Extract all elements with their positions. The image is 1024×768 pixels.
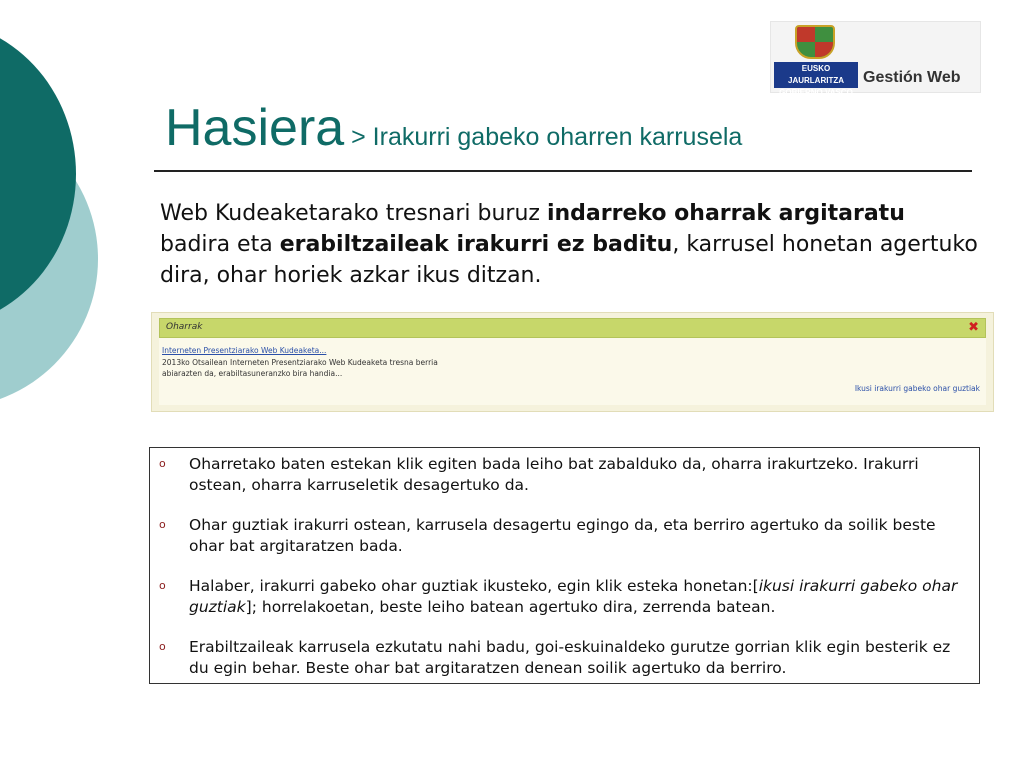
list-item-text: Ohar guztiak irakurri ostean, karrusela desagertu egingo da, eta berriro agertuko da soilik beste ohar bat argitaratzen bada. — [189, 516, 936, 555]
notice-summary: 2013ko Otsailean Interneten Presentziarako Web Kudeaketa tresna berria abiarazten da, erabiltasuneranzko bira handia... — [162, 358, 438, 378]
notices-carousel-screenshot — [151, 312, 994, 412]
list-item-text: Erabiltzaileak karrusela ezkutatu nahi badu, goi-eskuinaldeko gurutze gorrian klik egin besterik ez du egin behar. Beste ohar bat argitaratzen denean soilik agertuko da berriro. — [189, 638, 951, 677]
bullet-icon: o — [159, 640, 166, 653]
list-item-text — [189, 576, 969, 618]
gobierno-vasco-logo — [770, 21, 981, 97]
notices-body — [159, 338, 986, 405]
bullet-icon: o — [159, 518, 166, 531]
info-box — [149, 447, 980, 684]
list-item-text-italic: ikusi irakurri gabeko ohar guztiak — [189, 577, 958, 616]
logo-product-name: Gestión Web — [863, 69, 961, 86]
notice-link[interactable]: Interneten Presentziarako Web Kudeaketa... — [162, 346, 327, 355]
list-item-text-post: ]; horrelakoetan, beste leiho batean agertuko dira, zerrenda batean. — [245, 598, 776, 616]
notices-header-label: Oharrak — [166, 322, 203, 332]
notices-header — [159, 318, 986, 338]
intro-text-1: Web Kudeaketarako tresnari buruz — [160, 201, 547, 226]
coat-of-arms-icon — [795, 25, 835, 59]
title-divider — [154, 170, 972, 172]
close-icon[interactable]: ✖ — [968, 320, 979, 335]
list-item-text: Oharretako baten estekan klik egiten bada leiho bat zabalduko da, oharra irakurtzeko. Irakurri ostean, oharra karruseletik desagertuko da. — [189, 455, 919, 494]
title-sub: > Irakurri gabeko oharren karrusela — [344, 123, 743, 151]
intro-bold-1: indarreko oharrak argitaratu — [546, 201, 905, 226]
intro-text-3: , karrusel honetan agertuko dira, ohar horiek azkar ikus ditzan. — [160, 232, 978, 288]
intro-text-2: badira eta — [160, 232, 280, 257]
logo-line1: EUSKO JAURLARITZA — [788, 64, 844, 85]
slide-title — [165, 98, 742, 158]
view-all-unread-link[interactable]: Ikusi irakurri gabeko ohar guztiak — [854, 384, 980, 393]
logo-line2: GOBIERNO VASCO — [779, 88, 853, 97]
title-main: Hasiera — [165, 99, 345, 157]
list-item-text-pre: Halaber, irakurri gabeko ohar guztiak ikusteko, egin klik esteka honetan:[ — [189, 577, 759, 595]
intro-paragraph — [160, 198, 980, 291]
bullet-icon: o — [159, 457, 166, 470]
bullet-icon: o — [159, 579, 166, 592]
logo-band — [774, 62, 858, 97]
intro-bold-2: erabiltzaileak irakurri ez baditu — [279, 232, 673, 257]
